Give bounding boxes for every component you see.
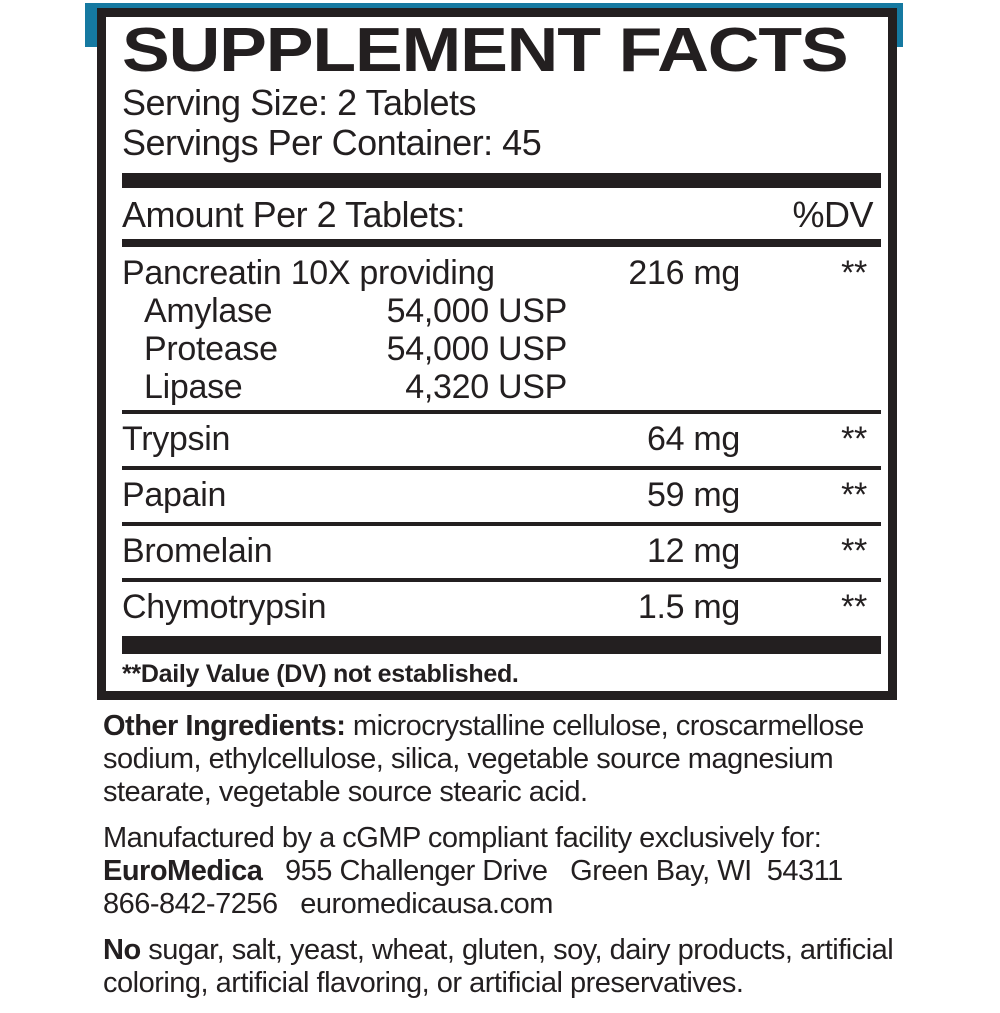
- supplement-facts-content: [106, 17, 888, 688]
- ingredient-subrow: [122, 292, 881, 330]
- ingredient-amount: 54,000 USP: [386, 330, 567, 368]
- ingredient-dv: **: [841, 588, 867, 626]
- ingredient-dv: **: [841, 476, 867, 514]
- label-text-below-panel: [103, 710, 903, 1013]
- manufacturer-paragraph: [103, 822, 903, 921]
- ingredient-dv: **: [841, 532, 867, 570]
- free-of-lead: No: [103, 934, 141, 966]
- ingredient-name: Trypsin: [122, 420, 231, 458]
- ingredient-subrow: [122, 368, 881, 406]
- ingredient-name: Amylase: [144, 292, 273, 330]
- manufacturer-line: [103, 855, 903, 888]
- ingredient-name: Chymotrypsin: [122, 588, 327, 626]
- supplement-facts-panel: [97, 8, 897, 700]
- serving-size: Serving Size: 2 Tablets: [122, 82, 477, 123]
- ingredient-row: [122, 582, 881, 634]
- divider-thick-bottom: [122, 636, 881, 654]
- dv-column-header: %DV: [792, 194, 873, 235]
- other-ingredients-line: stearate, vegetable source stearic acid.: [103, 776, 588, 808]
- divider-medium: [122, 239, 881, 247]
- ingredient-row: [122, 470, 881, 522]
- dv-footnote: **Daily Value (DV) not established.: [122, 660, 519, 688]
- ingredient-amount: 216 mg: [628, 254, 740, 292]
- serving-info: [122, 83, 881, 163]
- ingredient-amount: 64 mg: [647, 420, 740, 458]
- ingredient-row: [122, 254, 881, 292]
- ingredient-amount: 54,000 USP: [386, 292, 567, 330]
- brand-name: EuroMedica: [103, 855, 263, 887]
- ingredient-amount: 12 mg: [647, 532, 740, 570]
- other-ingredients-line: sodium, ethylcellulose, silica, vegetable source magnesium: [103, 743, 834, 775]
- amount-column-header: Amount Per 2 Tablets:: [122, 194, 466, 235]
- ingredient-dv: **: [841, 420, 867, 458]
- ingredient-amount: 59 mg: [647, 476, 740, 514]
- ingredient-name: Lipase: [144, 368, 243, 406]
- servings-per-container: Servings Per Container: 45: [122, 122, 542, 163]
- other-ingredients-line: [103, 710, 903, 743]
- other-ingredients-paragraph: [103, 710, 903, 809]
- ingredient-name: Protease: [144, 330, 278, 368]
- supplement-facts-title: SUPPLEMENT FACTS: [122, 16, 848, 85]
- manufacturer-contact-line: 866-842-7256 euromedicausa.com: [103, 888, 553, 920]
- ingredient-subrow: [122, 330, 881, 368]
- other-ingredients-lead: Other Ingredients:: [103, 710, 346, 742]
- ingredient-name: Pancreatin 10X providing: [122, 254, 495, 292]
- ingredient-group-pancreatin: [122, 247, 881, 410]
- ingredient-amount: 4,320 USP: [405, 368, 567, 406]
- ingredient-row: [122, 414, 881, 466]
- manufacturer-line: Manufactured by a cGMP compliant facility exclusively for:: [103, 822, 822, 854]
- column-header-row: [122, 188, 881, 239]
- ingredient-row: [122, 526, 881, 578]
- ingredient-name: Bromelain: [122, 532, 273, 570]
- free-of-line: coloring, artificial flavoring, or artificial preservatives.: [103, 967, 744, 999]
- free-of-line: [103, 934, 903, 967]
- free-of-paragraph: [103, 934, 903, 1000]
- manufacturer-address: 955 Challenger Drive Green Bay, WI 54311: [262, 855, 843, 887]
- free-of-text: sugar, salt, yeast, wheat, gluten, soy, dairy products, artificial: [140, 934, 894, 966]
- other-ingredients-text: microcrystalline cellulose, croscarmellose: [345, 710, 864, 742]
- ingredient-amount: 1.5 mg: [637, 588, 740, 626]
- ingredient-name: Papain: [122, 476, 227, 514]
- ingredient-dv: **: [841, 254, 867, 292]
- divider-thick-top: [122, 173, 881, 188]
